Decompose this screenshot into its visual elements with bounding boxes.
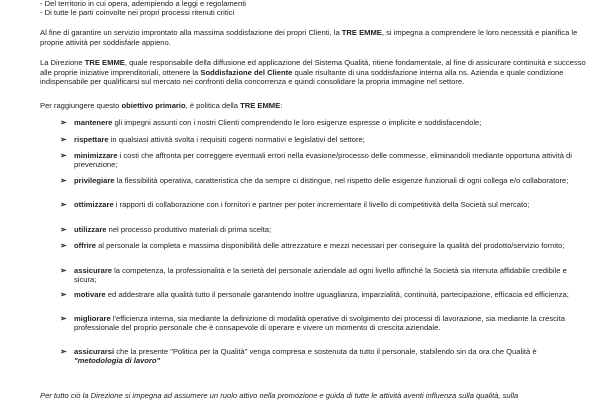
- arrow-bullet-icon: ➢: [60, 314, 67, 323]
- policy-bullet: ➢ utilizzare nel processo produttivo materiali di prima scelta;: [60, 225, 272, 234]
- policy-bullet: ➢ rispettare in qualsiasi attività svolta i requisiti cogenti normativi e legislativi del settore;: [60, 135, 365, 144]
- arrow-bullet-icon: ➢: [60, 118, 67, 127]
- paragraph-objective: Per raggiungere questo obiettivo primario, è politica della TRE EMME:: [40, 101, 283, 110]
- arrow-bullet-icon: ➢: [60, 225, 67, 234]
- arrow-bullet-icon: ➢: [60, 241, 67, 250]
- policy-bullet: ➢ assicurare la competenza, la professionalità e la serietà del personale aziendale ad ogni livello affinché la Società sia ritenuta affidabile credibile e sicura;: [60, 266, 567, 285]
- arrow-bullet-icon: ➢: [60, 266, 67, 275]
- policy-bullet: ➢ minimizzare i costi che affronta per correggere eventuali errori nella evasione/processo delle commesse, eliminandoli mediante opportuna attività di prevenzione;: [60, 151, 572, 170]
- policy-bullet: ➢ assicurarsi che la presente "Politica per la Qualità" venga compresa e sostenuta da tutto il personale, stabilendo sin da ora che Qualità è "metodologia di lavoro": [60, 347, 537, 366]
- arrow-bullet-icon: ➢: [60, 176, 67, 185]
- arrow-bullet-icon: ➢: [60, 200, 67, 209]
- policy-bullet: ➢ mantenere gli impegni assunti con i nostri Clienti comprendendo le loro esigenze espresse o implicite e soddisfacendole;: [60, 118, 482, 127]
- arrow-bullet-icon: ➢: [60, 151, 67, 160]
- closing-paragraph: Per tutto ciò la Direzione si impegna ad assumere un ruolo attivo nella promozione e guida di tutte le attività aventi influenza sulla qualità, sulla: [40, 391, 519, 400]
- intro-list-item: - Di tutte le parti coinvolte nei propri processi ritenuti critici: [40, 8, 235, 17]
- intro-list-item: - Del territorio in cui opera, adempiendo a leggi e regolamenti: [40, 0, 246, 8]
- policy-bullet: ➢ motivare ed addestrare alla qualità tutto il personale garantendo inoltre uguaglianza, imparzialità, continuità, partecipazione, efficacia ed efficienza;: [60, 290, 569, 299]
- arrow-bullet-icon: ➢: [60, 135, 67, 144]
- arrow-bullet-icon: ➢: [60, 347, 67, 356]
- policy-bullet: ➢ offrire al personale la completa e massima disponibilità delle attrezzature e mezzi necessari per conseguire la qualità del prodotto/servizio fornito;: [60, 241, 565, 250]
- arrow-bullet-icon: ➢: [60, 290, 67, 299]
- paragraph-commitment: Al fine di garantire un servizio improntato alla massima soddisfazione dei propri Clienti, la TRE EMME, si impegna a comprendere le loro necessità e pianifica le proprie attività per soddisfarle appieno.: [40, 28, 578, 47]
- policy-bullet: ➢ ottimizzare i rapporti di collaborazione con i fornitori e partner per poter incrementare il livello di competitività della Società sul mercato;: [60, 200, 530, 209]
- policy-bullet: ➢ privilegiare la flessibilità operativa, caratteristica che da sempre ci distingue, nel rispetto delle esigenze funzionali di ogni collega e/o collaboratore;: [60, 176, 569, 185]
- policy-bullet: ➢ migliorare l'efficienza interna, sia mediante la definizione di modalità operative di svolgimento dei processi di lavorazione, sia mediante la crescita professionale del proprio personale che è consapevole di operare e vivere un momento di crescita aziendale.: [60, 314, 565, 333]
- paragraph-direction: La Direzione TRE EMME, quale responsabile della diffusione ed applicazione del Sistema Qualità, ritiene fondamentale, al fine di assicurare continuità e successo alle proprie iniziative imprenditoriali, ottenere la Soddisfazione del Cliente quale risultante di una soddisfazione interna alla ns. Azienda e quale condizione indispensabile per qualificarsi sul mercato nei confronti della concorrenza e quindi consolidare la propria immagine nel settore.: [40, 58, 586, 87]
